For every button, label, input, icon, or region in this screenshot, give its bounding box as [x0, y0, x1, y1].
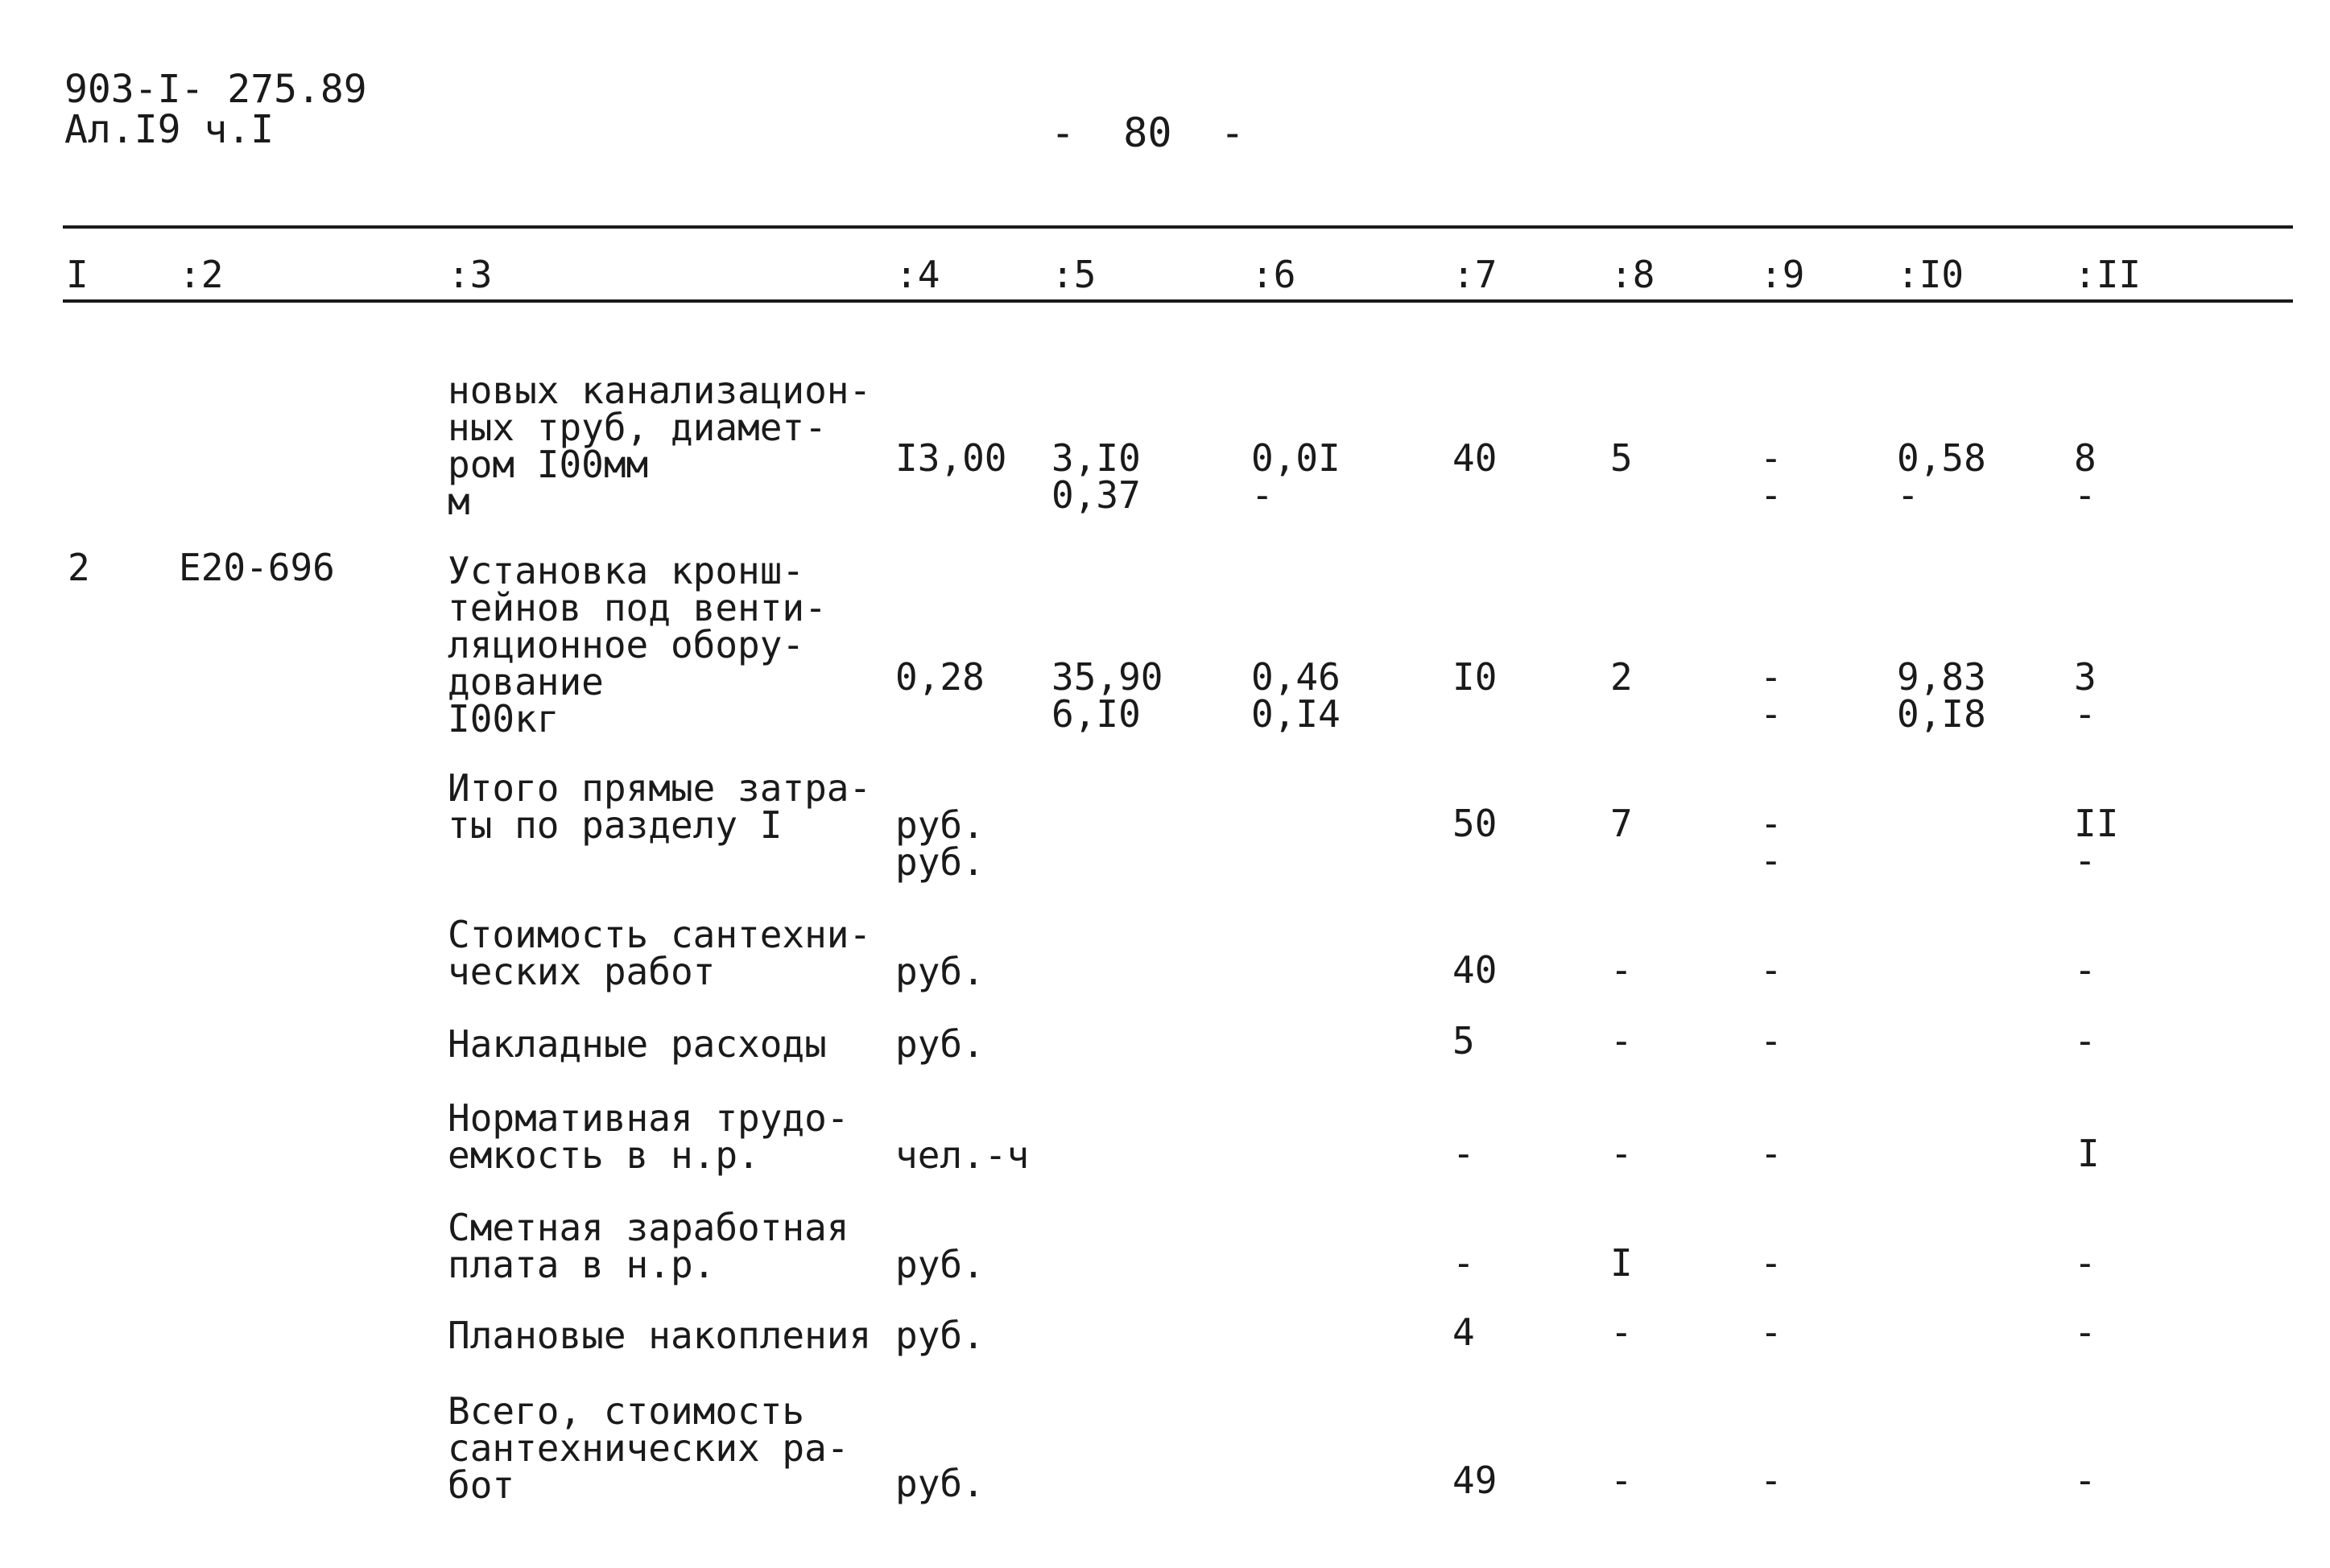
- row-col7: 40: [1452, 948, 1498, 992]
- row-col7: -: [1452, 1241, 1475, 1285]
- row-col7: 5: [1452, 1019, 1475, 1063]
- row-col9: -: [1760, 1132, 1783, 1175]
- row-unit: руб.: [895, 1314, 985, 1357]
- row-col6: 0,0I -: [1251, 436, 1341, 517]
- row-col11: -: [2074, 1310, 2097, 1354]
- col-header-10: :I0: [1897, 253, 1964, 296]
- row-unit: руб. руб.: [895, 803, 985, 884]
- doc-code-line1: 903-I- 275.89: [64, 67, 367, 112]
- row-col10: 0,58 -: [1897, 436, 1986, 517]
- row-col9: - -: [1760, 802, 1783, 882]
- row-col11: 3 -: [2074, 655, 2097, 736]
- row-col7: 40: [1452, 436, 1498, 480]
- row-col11: -: [2074, 1459, 2097, 1502]
- row-unit: чел.-ч: [895, 1133, 1030, 1177]
- row-description: новых канализацион- ных труб, диамет- ром I00мм м: [448, 369, 872, 523]
- row-col8: -: [1610, 1459, 1633, 1502]
- row-index: 2: [68, 546, 90, 589]
- row-col9: -: [1760, 1241, 1783, 1285]
- col-header-6: :6: [1251, 253, 1296, 296]
- row-col8: -: [1610, 1019, 1633, 1063]
- row-description: Плановые накопления: [448, 1314, 872, 1357]
- row-col11: -: [2074, 1241, 2097, 1285]
- row-col11: I: [2077, 1132, 2100, 1175]
- col-header-1: I: [66, 253, 89, 296]
- row-description: Нормативная трудо- емкость в н.р.: [448, 1096, 849, 1177]
- row-col9: - -: [1760, 436, 1783, 517]
- row-col7: 4: [1452, 1310, 1475, 1354]
- row-description: Установка кронш- тейнов под венти- ляционное обору- дование I00кг: [448, 549, 827, 741]
- col-header-4: :4: [895, 253, 940, 296]
- row-description: Накладные расходы: [448, 1022, 827, 1066]
- row-col7: 50: [1452, 802, 1498, 845]
- col-header-7: :7: [1452, 253, 1498, 296]
- col-header-2: :2: [179, 253, 224, 296]
- row-description: Всего, стоимость сантехнических ра- бот: [448, 1389, 849, 1507]
- col-header-5: :5: [1051, 253, 1097, 296]
- col-header-8: :8: [1610, 253, 1655, 296]
- row-col11: -: [2074, 948, 2097, 992]
- table-header-rule: [63, 299, 2293, 303]
- row-col8: 5: [1610, 436, 1633, 480]
- col-header-11: :II: [2074, 253, 2142, 296]
- row-col7: 49: [1452, 1459, 1498, 1502]
- col-header-9: :9: [1760, 253, 1805, 296]
- row-unit: руб.: [895, 1462, 985, 1505]
- row-col9: -: [1760, 1019, 1783, 1063]
- row-col6: 0,46 0,I4: [1251, 655, 1341, 736]
- row-unit: руб.: [895, 950, 985, 993]
- row-col7: -: [1452, 1132, 1475, 1175]
- row-unit: руб.: [895, 1022, 985, 1066]
- row-quantity: I3,00: [895, 436, 1007, 480]
- row-col5: 35,90 6,I0: [1051, 655, 1163, 736]
- row-col8: I: [1610, 1241, 1633, 1285]
- row-col5: 3,I0 0,37: [1051, 436, 1141, 517]
- page-number: - 80 -: [1051, 109, 1245, 156]
- row-col9: -: [1760, 1310, 1783, 1354]
- row-col8: -: [1610, 1132, 1633, 1175]
- row-unit: руб.: [895, 1243, 985, 1286]
- table-top-rule: [63, 225, 2293, 229]
- row-col11: II -: [2074, 802, 2119, 882]
- row-col11: -: [2074, 1019, 2097, 1063]
- row-col11: 8 -: [2074, 436, 2097, 517]
- row-col8: 7: [1610, 802, 1633, 845]
- row-description: Итого прямые затра- ты по разделу I: [448, 766, 872, 847]
- row-quantity: 0,28: [895, 655, 985, 699]
- doc-code-line2: Ал.I9 ч.I: [64, 107, 275, 152]
- row-col9: - -: [1760, 655, 1783, 736]
- row-description: Сметная заработная плата в н.р.: [448, 1206, 849, 1286]
- row-col8: -: [1610, 948, 1633, 992]
- row-col8: 2: [1610, 655, 1633, 699]
- row-col8: -: [1610, 1310, 1633, 1354]
- row-description: Стоимость сантехни- ческих работ: [448, 913, 872, 993]
- row-code: Е20-696: [179, 546, 335, 589]
- row-col9: -: [1760, 1459, 1783, 1502]
- col-header-3: :3: [448, 253, 493, 296]
- row-col10: 9,83 0,I8: [1897, 655, 1986, 736]
- row-col7: I0: [1452, 655, 1498, 699]
- row-col9: -: [1760, 948, 1783, 992]
